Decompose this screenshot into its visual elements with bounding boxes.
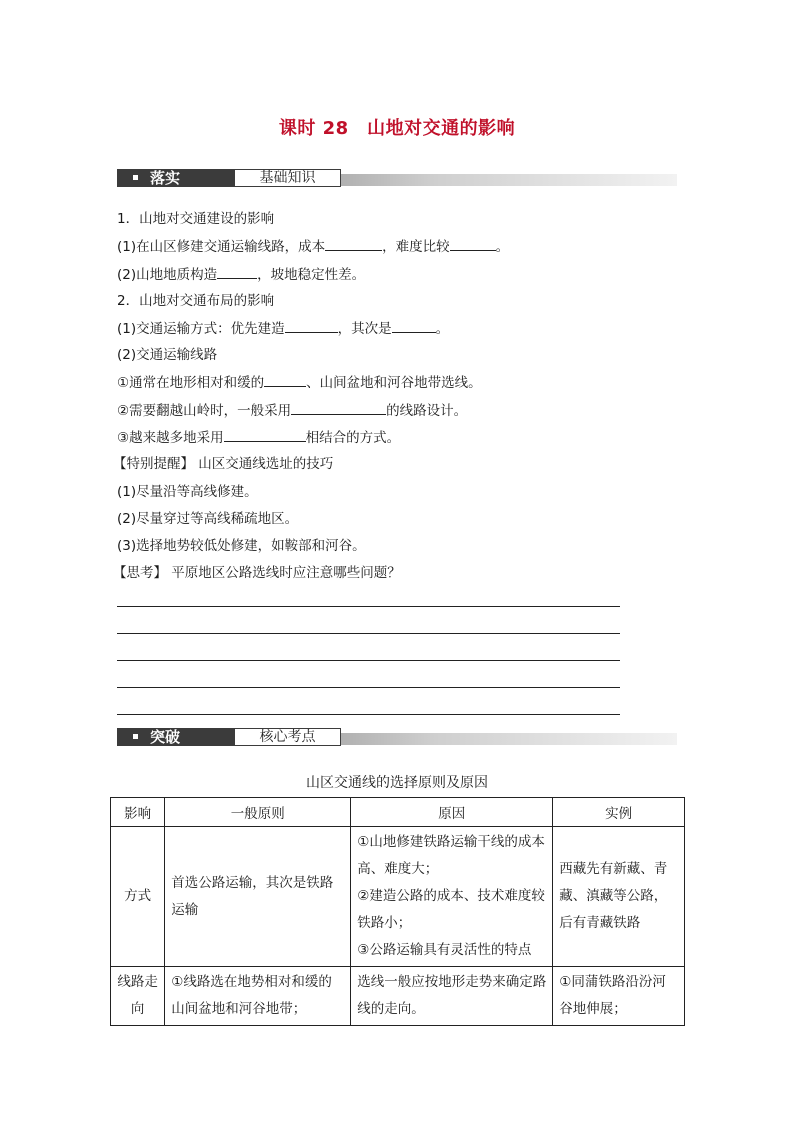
section-header-core (117, 727, 677, 749)
tip-heading: 【特别提醒】 山区交通线选址的技巧 (113, 456, 334, 472)
tip-item: (1)尽量沿等高线修建。 (117, 484, 258, 500)
table-cell: 首选公路运输，其次是铁路运输 (165, 827, 351, 967)
table-cell (351, 827, 553, 967)
reason-item: ①山地修建铁路运输干线的成本高、难度大； (357, 834, 545, 877)
principles-table (110, 797, 685, 1026)
think-question: 【思考】 平原地区公路选线时应注意哪些问题？ (113, 565, 401, 581)
section-tag-dark (117, 728, 234, 746)
answer-line[interactable] (117, 687, 620, 688)
heading-2: 2．山地对交通布局的影响 (117, 293, 275, 309)
section-header-basics (117, 168, 677, 190)
question-line: (1)在山区修建交通运输线路，成本 ，难度比较 。 (117, 236, 509, 257)
answer-blank[interactable] (217, 264, 257, 279)
table-cell: ①线路选在地势相对和缓的山间盆地和河谷地带； (165, 967, 351, 1026)
answer-line[interactable] (117, 660, 620, 661)
table-cell: 方式 (111, 827, 165, 967)
reason-item: ③公路运输具有灵活性的特点 (357, 942, 532, 958)
answer-blank[interactable] (325, 236, 382, 251)
question-line: (2)山地地质构造 ，坡地稳定性差。 (117, 264, 365, 285)
answer-blank[interactable] (264, 372, 306, 387)
table-cell: 选线一般应按地形走势来确定路线的走向。 (351, 967, 553, 1026)
page-title: 课时 28 山地对交通的影响 (278, 118, 516, 139)
section-tag-dark (117, 169, 234, 187)
section-tag-label: 突破 (150, 728, 181, 746)
table-header-cell: 实例 (553, 798, 685, 827)
answer-blank[interactable] (450, 236, 496, 251)
answer-line[interactable] (117, 714, 620, 715)
table-cell: ①同蒲铁路沿汾河谷地伸展； (553, 967, 685, 1026)
table-caption: 山区交通线的选择原则及原因 (306, 775, 488, 791)
table-header-cell: 影响 (111, 798, 165, 827)
table-header-cell: 一般原则 (165, 798, 351, 827)
table-header-row (111, 798, 685, 827)
question-line: ③越来越多地采用 相结合的方式。 (117, 427, 400, 448)
answer-line[interactable] (117, 633, 620, 634)
square-bullet-icon (133, 734, 138, 739)
tip-item: (2)尽量穿过等高线稀疏地区。 (117, 511, 299, 527)
tip-item: (3)选择地势较低处修建，如鞍部和河谷。 (117, 538, 366, 554)
question-line: (1)交通运输方式：优先建造 ，其次是 。 (117, 318, 449, 339)
answer-blank[interactable] (392, 318, 436, 333)
answer-blank[interactable] (285, 318, 338, 333)
question-line: ①通常在地形相对和缓的 、山间盆地和河谷地带选线。 (117, 372, 482, 393)
answer-blank[interactable] (224, 427, 306, 442)
question-line: ②需要翻越山岭时，一般采用 的线路设计。 (117, 400, 467, 421)
heading-1: 1．山地对交通建设的影响 (117, 211, 275, 227)
subheading: (2)交通运输线路 (117, 347, 218, 363)
reason-item: ②建造公路的成本、技术难度较铁路小； (357, 888, 545, 931)
table-row (111, 967, 685, 1026)
answer-blank[interactable] (291, 400, 386, 415)
section-tag-light: 基础知识 (234, 169, 341, 187)
section-tag-light: 核心考点 (234, 728, 341, 746)
square-bullet-icon (133, 175, 138, 180)
table-row (111, 827, 685, 967)
table-cell: 线路走向 (111, 967, 165, 1026)
table-header-cell: 原因 (351, 798, 553, 827)
section-tag-label: 落实 (150, 169, 181, 187)
answer-line[interactable] (117, 606, 620, 607)
table-cell: 西藏先有新藏、青藏、滇藏等公路，后有青藏铁路 (553, 827, 685, 967)
